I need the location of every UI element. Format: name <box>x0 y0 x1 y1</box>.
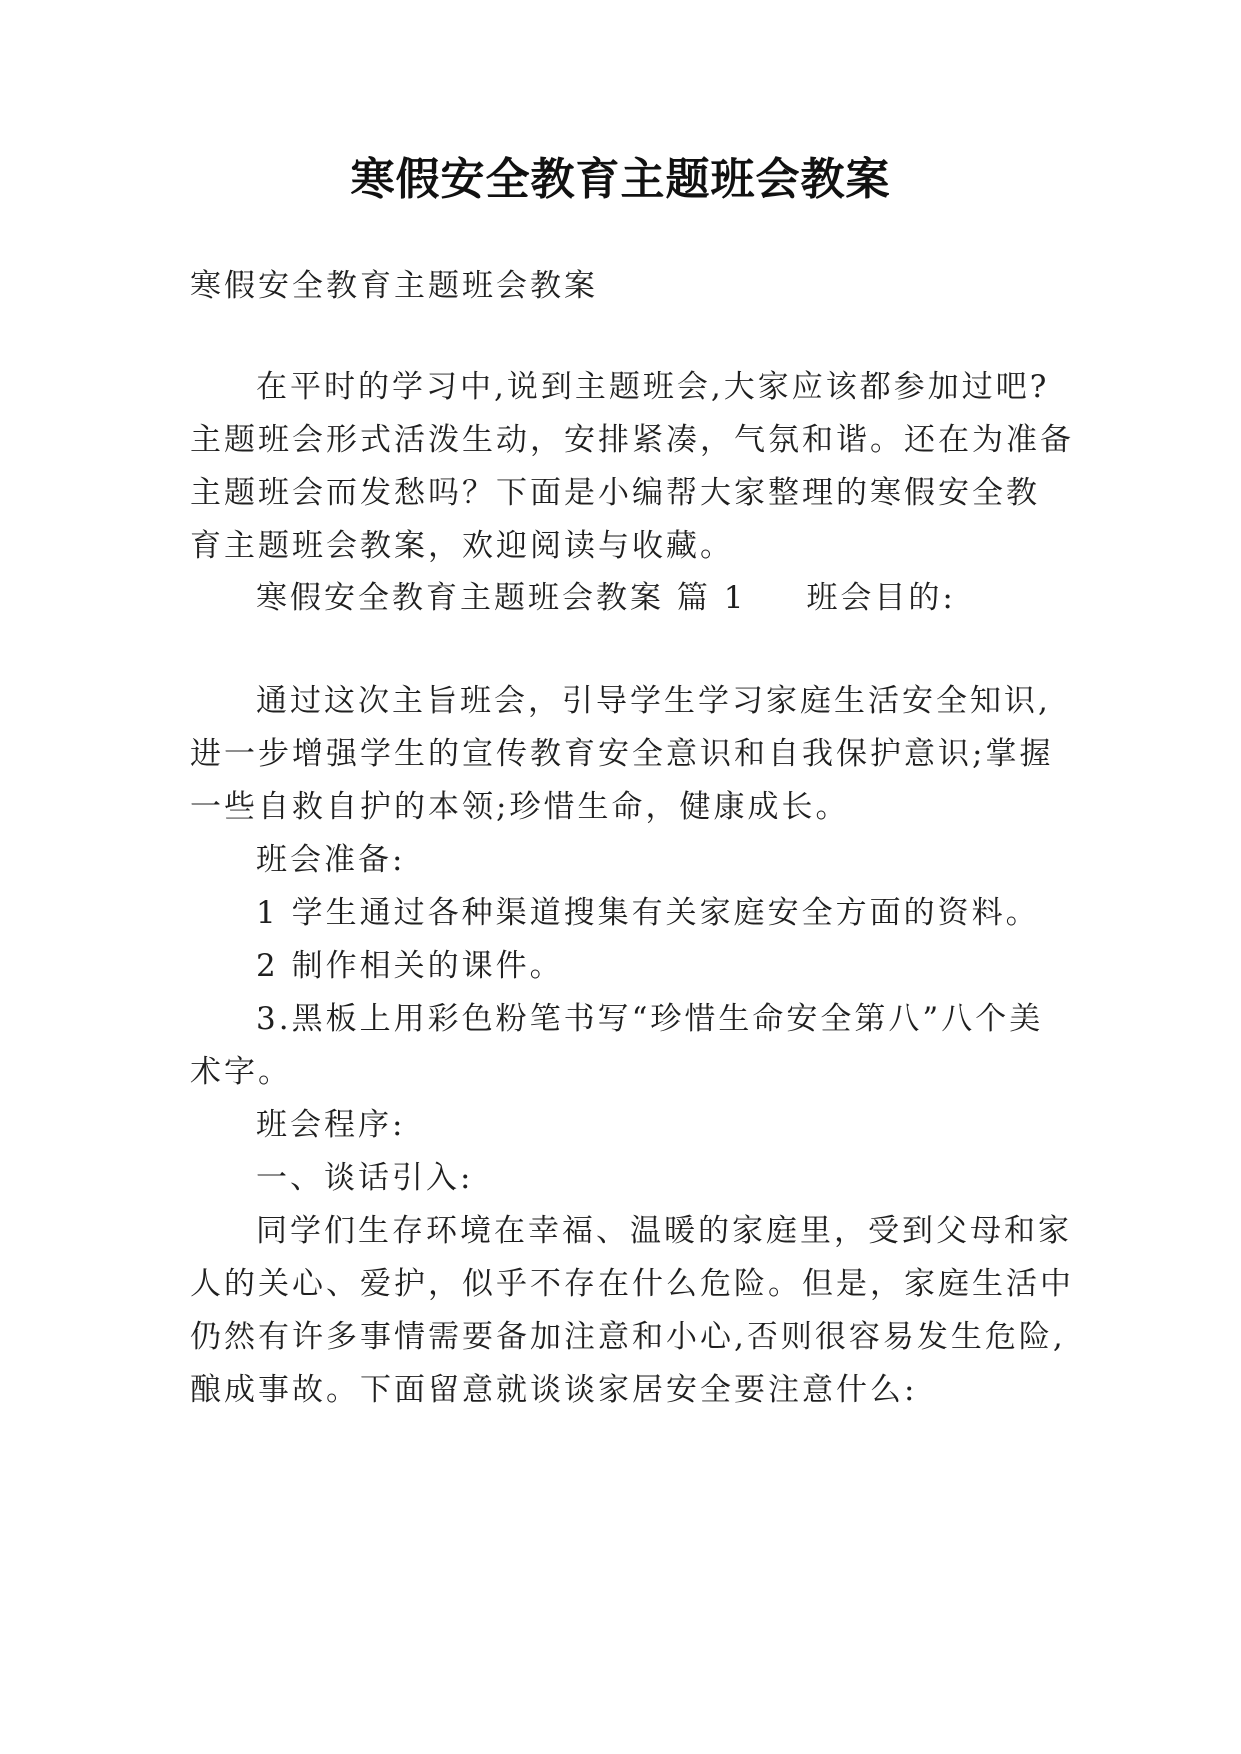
intro-line-3: 主题班会而发愁吗？下面是小编帮大家整理的寒假安全教 <box>190 475 1040 511</box>
prep-item-2: 2 制作相关的课件。 <box>256 948 564 984</box>
prep-label: 班会准备: <box>256 842 406 878</box>
purpose-line-2: 进一步增强学生的宣传教育安全意识和自我保护意识;掌握 <box>190 736 1054 772</box>
intro-line-4: 育主题班会教案，欢迎阅读与收藏。 <box>190 528 734 564</box>
step-one-label: 一、谈话引入: <box>256 1160 474 1196</box>
procedure-label: 班会程序: <box>256 1107 406 1143</box>
intro-line-1: 在平时的学习中,说到主题班会,大家应该都参加过吧? <box>256 369 1050 405</box>
section-heading-row <box>256 578 956 618</box>
intro-line-2: 主题班会形式活泼生动，安排紧凑，气氛和谐。还在为准备 <box>190 422 1074 458</box>
step-one-line-3: 仍然有许多事情需要备加注意和小心,否则很容易发生危险, <box>190 1319 1066 1355</box>
document-subtitle: 寒假安全教育主题班会教案 <box>190 268 598 304</box>
step-one-line-2: 人的关心、爱护，似乎不存在什么危险。但是，家庭生活中 <box>190 1266 1074 1302</box>
prep-item-1: 1 学生通过各种渠道搜集有关家庭安全方面的资料。 <box>256 895 1040 931</box>
document-title: 寒假安全教育主题班会教案 <box>350 154 891 205</box>
step-one-line-4: 酿成事故。下面留意就谈谈家居安全要注意什么: <box>190 1372 918 1408</box>
step-one-line-1: 同学们生存环境在幸福、温暖的家庭里，受到父母和家 <box>256 1213 1072 1249</box>
prep-item-3: 3.黑板上用彩色粉笔书写“珍惜生命安全第八”八个美 <box>256 1001 1044 1037</box>
purpose-line-3: 一些自救自护的本领;珍惜生命，健康成长。 <box>190 789 850 825</box>
prep-item-3-continued: 术字。 <box>190 1054 292 1090</box>
purpose-line-1: 通过这次主旨班会，引导学生学习家庭生活安全知识, <box>256 683 1051 719</box>
section-heading: 寒假安全教育主题班会教案 篇 1 <box>256 580 747 616</box>
purpose-label: 班会目的: <box>806 580 956 616</box>
